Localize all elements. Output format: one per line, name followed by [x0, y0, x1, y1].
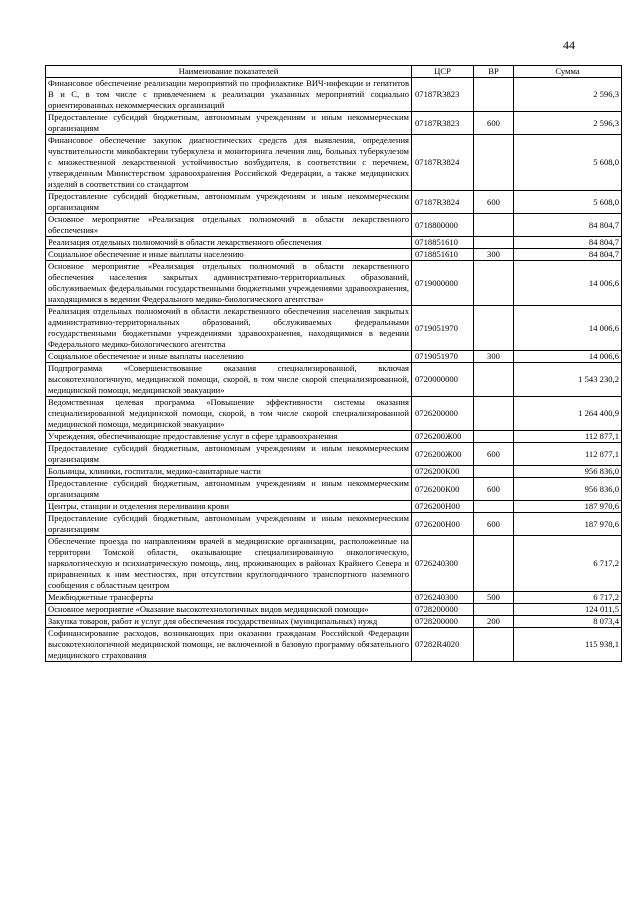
table-row [46, 363, 622, 397]
row-csr: 07187R3824 [412, 135, 474, 191]
row-vr [474, 261, 514, 306]
row-name: Закупка товаров, работ и услуг для обеспечения государственных (муниципальных) нужд [46, 616, 412, 628]
row-sum: 2 596,3 [514, 112, 622, 135]
budget-table [45, 65, 622, 662]
row-csr: 0720000000 [412, 363, 474, 397]
table-row [46, 214, 622, 237]
table-row [46, 513, 622, 536]
row-sum: 6 717,2 [514, 592, 622, 604]
table-row [46, 536, 622, 592]
row-sum: 14 006,6 [514, 261, 622, 306]
row-sum: 112 877,1 [514, 443, 622, 466]
table-row [46, 466, 622, 478]
row-name: Обеспечение проезда по направлениям врачей в медицинские организации, расположенные на территории Томской области, оказывающие специализированную онкологическую, наркологическую и психиатрическую помощь, лиц, проживающих в районах Крайнего Севера и приравненных к ним местностях, при отсутствии круглогодичного транспортного наземного сообщения с областным центром [46, 536, 412, 592]
row-name: Основное мероприятие «Реализация отдельных полномочий в области лекарственного обеспечения» [46, 214, 412, 237]
table-header-row [46, 66, 622, 78]
table-row [46, 616, 622, 628]
row-sum: 14 006,6 [514, 351, 622, 363]
row-vr [474, 397, 514, 431]
row-vr: 200 [474, 616, 514, 628]
row-csr: 0728200000 [412, 604, 474, 616]
row-csr: 07282R4020 [412, 628, 474, 662]
row-name: Больницы, клиники, госпитали, медико-санитарные части [46, 466, 412, 478]
table-row [46, 397, 622, 431]
row-vr [474, 466, 514, 478]
row-name: Реализация отдельных полномочий в области лекарственного обеспечения населения закрытых административно-территориальных образований, обслуживаемых федеральными государственными бюджетными учреждениями здравоохранения, находящимися в ведении Федерального медико-биологического агентства [46, 306, 412, 351]
row-sum: 956 836,0 [514, 478, 622, 501]
row-csr: 0719051970 [412, 351, 474, 363]
table-row [46, 135, 622, 191]
table-row [46, 628, 622, 662]
row-sum: 5 608,0 [514, 191, 622, 214]
row-vr: 600 [474, 513, 514, 536]
row-csr: 0718851610 [412, 237, 474, 249]
row-sum: 84 804,7 [514, 214, 622, 237]
table-row [46, 443, 622, 466]
row-csr: 0728200000 [412, 616, 474, 628]
table-row [46, 249, 622, 261]
row-vr [474, 135, 514, 191]
row-name: Предоставление субсидий бюджетным, автономным учреждениям и иным некоммерческим организациям [46, 478, 412, 501]
row-name: Социальное обеспечение и иные выплаты населению [46, 249, 412, 261]
table-row [46, 78, 622, 112]
row-sum: 1 264 400,9 [514, 397, 622, 431]
row-csr: 0726200Н00 [412, 501, 474, 513]
row-vr [474, 78, 514, 112]
row-csr: 0718800000 [412, 214, 474, 237]
header-csr: ЦСР [412, 66, 474, 78]
row-name: Центры, станции и отделения переливания крови [46, 501, 412, 513]
row-vr [474, 363, 514, 397]
row-name: Финансовое обеспечение реализации мероприятий по профилактике ВИЧ-инфекции и гепатитов В и С, в том числе с привлечением к реализации указанных мероприятий социально ориентированных некоммерческих организаций [46, 78, 412, 112]
table-row [46, 237, 622, 249]
header-name: Наименование показателей [46, 66, 412, 78]
row-sum: 8 073,4 [514, 616, 622, 628]
row-sum: 84 804,7 [514, 237, 622, 249]
row-csr: 0726200К00 [412, 478, 474, 501]
row-sum: 2 596,3 [514, 78, 622, 112]
row-vr [474, 501, 514, 513]
row-csr: 0726200Н00 [412, 513, 474, 536]
row-sum: 956 836,0 [514, 466, 622, 478]
row-name: Предоставление субсидий бюджетным, автономным учреждениям и иным некоммерческим организациям [46, 191, 412, 214]
table-row [46, 351, 622, 363]
row-vr [474, 306, 514, 351]
table-row [46, 592, 622, 604]
row-csr: 07187R3823 [412, 78, 474, 112]
row-sum: 1 543 230,2 [514, 363, 622, 397]
row-sum: 5 608,0 [514, 135, 622, 191]
row-name: Подпрограмма «Совершенствование оказания специализированной, включая высокотехнологичную, медицинской помощи, скорой, в том числе скорой специализированной, медицинской помощи, медицинской эвакуации» [46, 363, 412, 397]
row-vr: 600 [474, 478, 514, 501]
row-name: Предоставление субсидий бюджетным, автономным учреждениям и иным некоммерческим организациям [46, 443, 412, 466]
row-name: Ведомственная целевая программа «Повышение эффективности системы оказания специализированной медицинской помощи, скорой, в том числе скорой специализированной медицинской помощи, медицинской эвакуации» [46, 397, 412, 431]
row-csr: 0726200К00 [412, 466, 474, 478]
row-csr: 0726200000 [412, 397, 474, 431]
row-name: Основное мероприятие «Реализация отдельных полномочий в области лекарственного обеспечения населения закрытых административно-территориальных образований, обслуживаемых федеральными государственными бюджетными учреждениями здравоохранения, находящимися в ведении Федерального медико-биологического агентства» [46, 261, 412, 306]
header-sum: Сумма [514, 66, 622, 78]
row-name: Учреждения, обеспечивающие предоставление услуг в сфере здравоохранения [46, 431, 412, 443]
table-row [46, 431, 622, 443]
row-csr: 0726200Ж00 [412, 431, 474, 443]
page-number: 44 [563, 38, 575, 52]
row-vr [474, 431, 514, 443]
table-row [46, 191, 622, 214]
row-sum: 112 877,1 [514, 431, 622, 443]
row-vr: 300 [474, 249, 514, 261]
row-vr [474, 214, 514, 237]
row-csr: 0726240300 [412, 536, 474, 592]
header-vr: ВР [474, 66, 514, 78]
table-row [46, 261, 622, 306]
row-vr [474, 536, 514, 592]
table-row [46, 306, 622, 351]
row-name: Предоставление субсидий бюджетным, автономным учреждениям и иным некоммерческим организациям [46, 513, 412, 536]
row-vr [474, 628, 514, 662]
row-vr [474, 237, 514, 249]
row-csr: 0726200Ж00 [412, 443, 474, 466]
row-sum: 187 970,6 [514, 501, 622, 513]
row-name: Реализация отдельных полномочий в области лекарственного обеспечения [46, 237, 412, 249]
table-row [46, 604, 622, 616]
row-vr: 600 [474, 191, 514, 214]
row-csr: 07187R3823 [412, 112, 474, 135]
row-csr: 07187R3824 [412, 191, 474, 214]
table-row [46, 112, 622, 135]
table-row [46, 501, 622, 513]
row-csr: 0718851610 [412, 249, 474, 261]
row-name: Софинансирование расходов, возникающих при оказании гражданам Российской Федерации высокотехнологичной медицинской помощи, не включенной в базовую программу обязательного медицинского страхования [46, 628, 412, 662]
row-sum: 115 938,1 [514, 628, 622, 662]
row-name: Межбюджетные трансферты [46, 592, 412, 604]
row-name: Предоставление субсидий бюджетным, автономным учреждениям и иным некоммерческим организациям [46, 112, 412, 135]
row-name: Основное мероприятие «Оказание высокотехнологичных видов медицинской помощи» [46, 604, 412, 616]
row-name: Социальное обеспечение и иные выплаты населению [46, 351, 412, 363]
table-row [46, 478, 622, 501]
row-csr: 0719051970 [412, 306, 474, 351]
row-vr [474, 604, 514, 616]
row-vr: 500 [474, 592, 514, 604]
row-sum: 6 717,2 [514, 536, 622, 592]
row-vr: 300 [474, 351, 514, 363]
row-csr: 0719000000 [412, 261, 474, 306]
row-vr: 600 [474, 443, 514, 466]
row-sum: 187 970,6 [514, 513, 622, 536]
row-vr: 600 [474, 112, 514, 135]
row-sum: 124 011,5 [514, 604, 622, 616]
row-sum: 84 804,7 [514, 249, 622, 261]
row-csr: 0726240300 [412, 592, 474, 604]
row-sum: 14 006,6 [514, 306, 622, 351]
row-name: Финансовое обеспечение закупок диагностических средств для выявления, определения чувствительности микобактерии туберкулеза и мониторинга лечения лиц, больных туберкулезом с множественной лекарственной устойчивостью возбудителя, в соответствии с перечнем, утвержденным Министерством здравоохранения Российской Федерации, а также медицинских изделий в соответствии со стандартом [46, 135, 412, 191]
